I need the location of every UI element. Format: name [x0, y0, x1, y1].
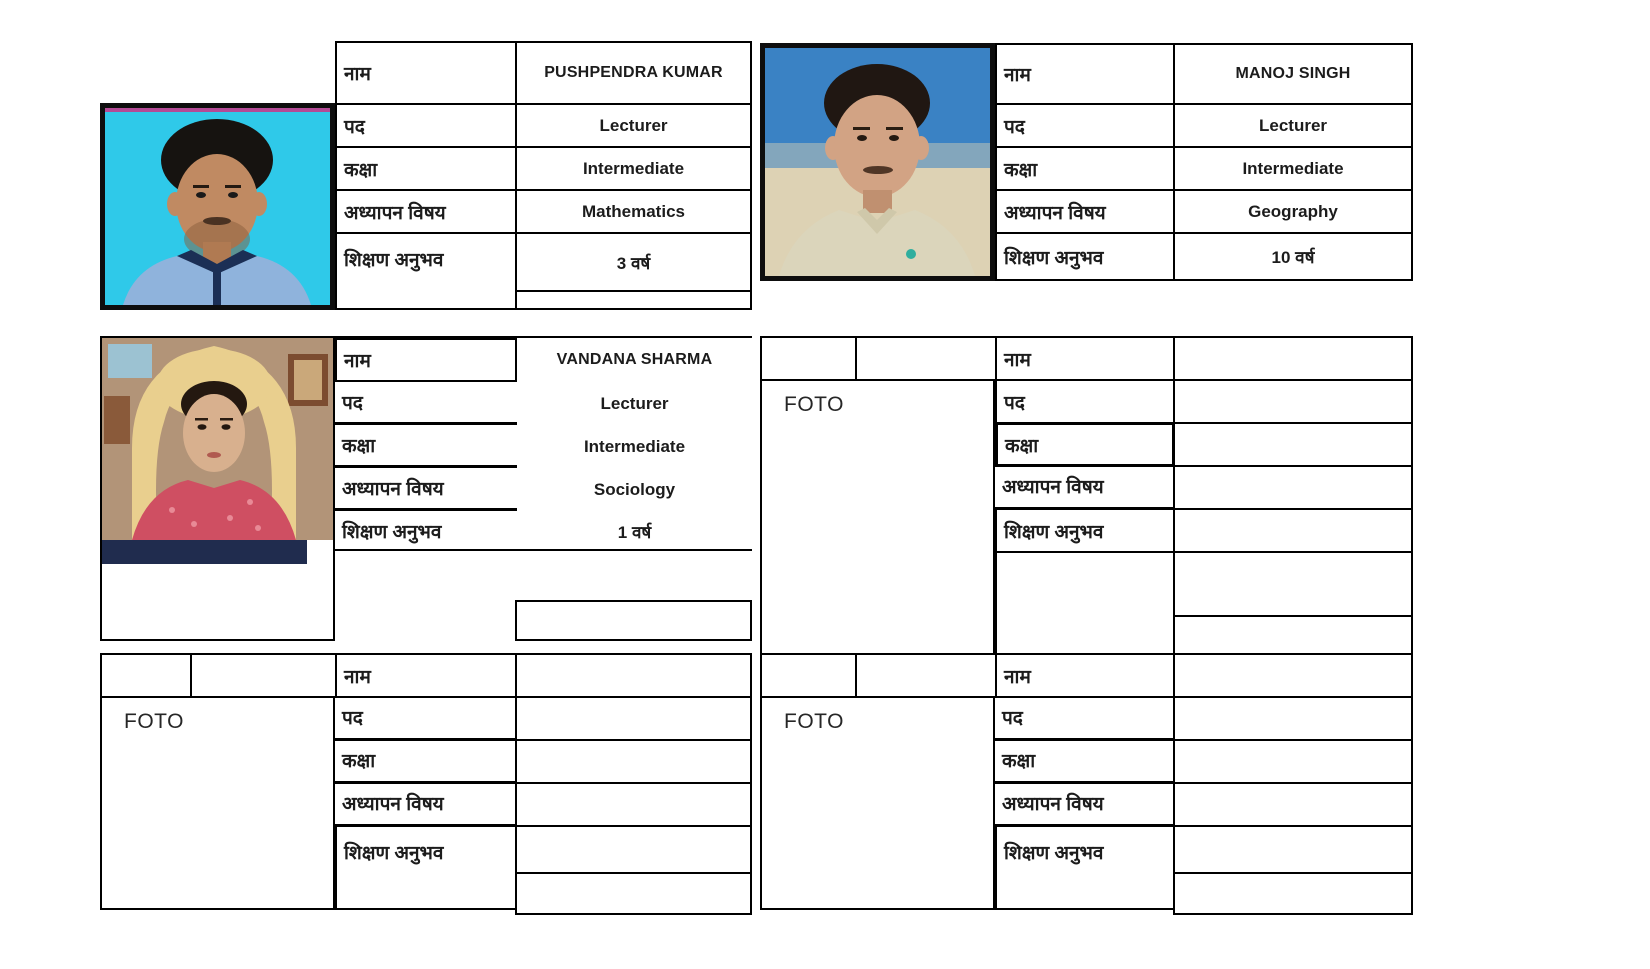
card3-empty-cell [515, 600, 752, 641]
card5-experience-value [515, 825, 752, 874]
card6-subject-value [1173, 782, 1413, 827]
card5-header-cell-small [100, 653, 192, 698]
card1-subject-value: Mathematics [515, 189, 752, 234]
card6-class-value [1173, 739, 1413, 784]
card4-header-cell-wide [855, 336, 997, 381]
card6-position-label: पद [995, 696, 1175, 741]
card5-photo-placeholder: FOTO [100, 696, 335, 910]
card4-name-value [1173, 336, 1413, 381]
card2-class-value: Intermediate [1173, 146, 1413, 191]
card4-position-label: पद [995, 379, 1175, 424]
card1-subject-label: अध्यापन विषय [335, 189, 517, 234]
card3-position-label: पद [335, 382, 517, 425]
card4-empty-cell-2 [1173, 615, 1413, 655]
card4-empty-cell-1 [1173, 551, 1413, 617]
card2-subject-value: Geography [1173, 189, 1413, 234]
card3-name-value: VANDANA SHARMA [556, 351, 713, 368]
card4-photo-placeholder: FOTO [760, 379, 995, 655]
card4-subject-label: अध्यापन विषय [995, 465, 1175, 510]
card2-name-value: MANOJ SINGH [1173, 43, 1413, 105]
card5-class-label: कक्षा [335, 739, 517, 784]
card6-empty-cell [1173, 872, 1413, 915]
card2-subject-label: अध्यापन विषय [995, 189, 1175, 234]
card1-name-value: PUSHPENDRA KUMAR [515, 41, 752, 105]
card3-name-label: नाम [335, 338, 517, 382]
card6-photo-placeholder: FOTO [760, 696, 995, 910]
card1-experience-value: 3 वर्ष [515, 232, 752, 292]
card6-header-cell-wide [855, 653, 997, 698]
card6-position-value [1173, 696, 1413, 741]
card4-header-cell-small [760, 336, 857, 381]
card6-subject-label: अध्यापन विषय [995, 782, 1175, 827]
card6-experience-label: शिक्षण अनुभव [995, 825, 1175, 910]
card6-name-value [1173, 653, 1413, 698]
card4-class-label: कक्षा [995, 422, 1175, 467]
card2-photo-illustration [765, 48, 990, 276]
card2-experience-label: शिक्षण अनुभव [995, 232, 1175, 281]
card4-name-label: नाम [995, 336, 1175, 381]
card4-label-empty-cell [995, 551, 1175, 655]
card3-subject-label: अध्यापन विषय [335, 468, 517, 511]
card1-empty-cell [515, 290, 752, 310]
card5-subject-label: अध्यापन विषय [335, 782, 517, 827]
card1-class-label: कक्षा [335, 146, 517, 191]
card3-experience-label: शिक्षण अनुभव [342, 522, 442, 543]
card5-class-value [515, 739, 752, 784]
card2-photo [760, 43, 995, 281]
card1-photo-illustration [105, 108, 330, 305]
card5-experience-label: शिक्षण अनुभव [335, 825, 517, 910]
card1-class-value: Intermediate [515, 146, 752, 191]
card1-position-label: पद [335, 103, 517, 148]
card2-class-label: कक्षा [995, 146, 1175, 191]
card3-class-value: Intermediate [583, 436, 686, 456]
card1-name-label: नाम [335, 41, 517, 105]
card4-experience-value [1173, 508, 1413, 553]
card5-empty-cell [515, 872, 752, 915]
card1-position-value: Lecturer [515, 103, 752, 148]
card3-photo-cell [100, 336, 335, 641]
card2-position-label: पद [995, 103, 1175, 148]
card3-photo-illustration [102, 338, 333, 564]
card1-photo [100, 103, 335, 310]
card3-class-label: कक्षा [335, 425, 517, 468]
card4-class-value [1173, 422, 1413, 467]
card1-experience-label: शिक्षण अनुभव [335, 232, 517, 310]
card4-position-value [1173, 379, 1413, 424]
card4-experience-label: शिक्षण अनुभव [995, 508, 1175, 553]
card2-name-label: नाम [995, 43, 1175, 105]
card5-position-label: पद [335, 696, 517, 741]
card6-header-cell-small [760, 653, 857, 698]
card5-name-value [515, 653, 752, 698]
card3-experience-value: 1 वर्ष [617, 522, 652, 542]
card4-subject-value [1173, 465, 1413, 510]
card5-position-value [515, 696, 752, 741]
card6-class-label: कक्षा [995, 739, 1175, 784]
card3-position-value: Lecturer [600, 393, 669, 413]
card5-subject-value [515, 782, 752, 827]
card3-subject-value: Sociology [593, 479, 676, 499]
card6-experience-value [1173, 825, 1413, 874]
card5-name-label: नाम [335, 653, 517, 698]
card2-experience-value: 10 वर्ष [1173, 232, 1413, 281]
card2-position-value: Lecturer [1173, 103, 1413, 148]
card6-name-label: नाम [995, 653, 1175, 698]
card5-header-cell-wide [190, 653, 337, 698]
